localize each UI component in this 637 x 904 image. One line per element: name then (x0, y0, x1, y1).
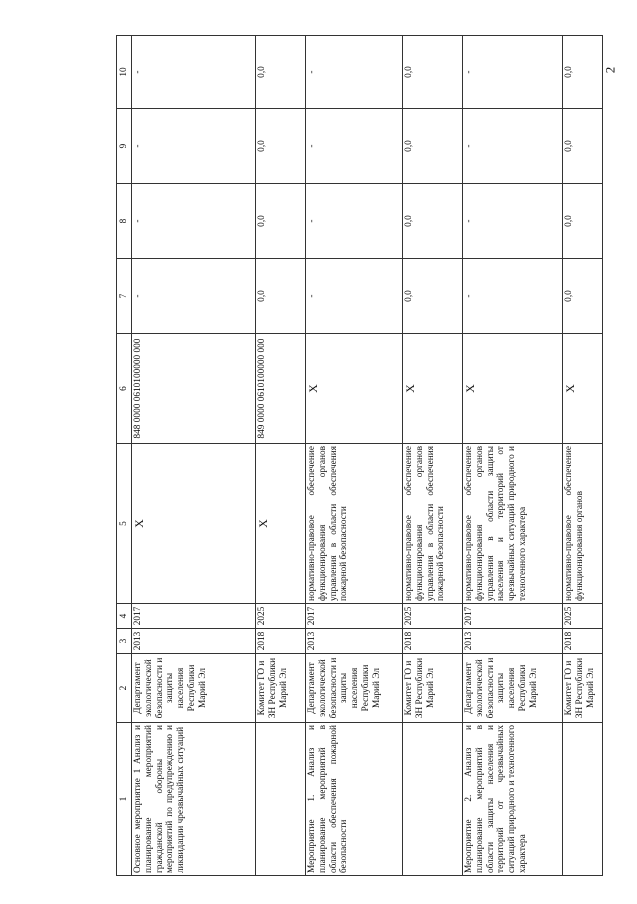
end-year-cell: 2025 (256, 604, 306, 629)
measure-name-cell: Мероприятие 1. Анализ и планирование мероприятий в области обеспечения пожарной безопасности (306, 723, 403, 876)
value-cell: 0,0 (403, 184, 463, 259)
executor-cell: Департамент экологической безопасности и защиты населения Республики Марий Эл (132, 654, 256, 723)
executor-cell: Комитет ГО и ЗН Республики Марий Эл (563, 654, 603, 723)
table-row (256, 36, 306, 876)
header-cell: 1 (117, 723, 132, 876)
value-cell: - (132, 259, 256, 334)
program-measures-table (116, 35, 603, 876)
header-cell: 4 (117, 604, 132, 629)
budget-code-cell: Х (306, 334, 403, 444)
start-year-cell: 2013 (132, 629, 256, 654)
start-year-cell: 2013 (463, 629, 563, 654)
start-year-cell: 2018 (563, 629, 603, 654)
value-cell: 0,0 (256, 109, 306, 184)
header-cell: 3 (117, 629, 132, 654)
budget-code-cell: Х (463, 334, 563, 444)
value-cell: - (306, 109, 403, 184)
value-cell: 0,0 (403, 109, 463, 184)
header-cell: 5 (117, 444, 132, 604)
value-cell: - (306, 259, 403, 334)
value-cell: - (463, 259, 563, 334)
start-year-cell: 2013 (306, 629, 403, 654)
executor-cell: Комитет ГО и ЗН Республики Марий Эл (403, 654, 463, 723)
value-cell: - (463, 109, 563, 184)
result-cell: нормативно-правовое обеспечение функционирования органов управления в области обеспечения пожарной безопасности (403, 444, 463, 604)
executor-cell: Департамент экологической безопасности и защиты населения Республики Марий Эл (306, 654, 403, 723)
end-year-cell: 2025 (563, 604, 603, 629)
value-cell: - (306, 36, 403, 109)
table-row (132, 36, 256, 876)
value-cell: - (463, 184, 563, 259)
value-cell: 0,0 (563, 36, 603, 109)
page-number: 2 (602, 66, 618, 74)
value-cell: 0,0 (403, 36, 463, 109)
result-cell: нормативно-правовое обеспечение функционирования органов (563, 444, 603, 604)
result-cell: Х (256, 444, 306, 604)
end-year-cell: 2017 (306, 604, 403, 629)
measure-name-cell (256, 723, 306, 876)
value-cell: 0,0 (403, 259, 463, 334)
header-cell: 10 (117, 36, 132, 109)
budget-code-cell: Х (403, 334, 463, 444)
budget-code-cell: 848 0000 0610100000 000 (132, 334, 256, 444)
table-row (463, 36, 563, 876)
value-cell: 0,0 (256, 36, 306, 109)
executor-cell: Комитет ГО и ЗН Республики Марий Эл (256, 654, 306, 723)
start-year-cell: 2018 (403, 629, 463, 654)
executor-cell: Департамент экологической безопасности и защиты населения Республики Марий Эл (463, 654, 563, 723)
end-year-cell: 2017 (463, 604, 563, 629)
header-cell: 8 (117, 184, 132, 259)
result-cell: нормативно-правовое обеспечение функционирования органов управления в области обеспечения пожарной безопасности (306, 444, 403, 604)
measure-name-cell: Мероприятие 2. Анализ и планирование мероприятий в области защиты населения и территорий от чрезвычайных ситуаций природного и техногенного характера (463, 723, 563, 876)
budget-code-cell: 849 0000 0610100000 000 (256, 334, 306, 444)
header-cell: 2 (117, 654, 132, 723)
end-year-cell: 2025 (403, 604, 463, 629)
measure-name-cell (403, 723, 463, 876)
table-row (563, 36, 603, 876)
value-cell: - (306, 184, 403, 259)
value-cell: - (132, 109, 256, 184)
value-cell: - (132, 36, 256, 109)
result-cell: нормативно-правовое обеспечение функционирования органов управления в области защиты населения и территорий от чрезвычайных ситуаций природного и техногенного характера (463, 444, 563, 604)
table-row (306, 36, 403, 876)
value-cell: 0,0 (256, 184, 306, 259)
header-cell: 9 (117, 109, 132, 184)
start-year-cell: 2018 (256, 629, 306, 654)
measure-name-cell (563, 723, 603, 876)
value-cell: 0,0 (563, 259, 603, 334)
result-cell: Х (132, 444, 256, 604)
value-cell: 0,0 (563, 184, 603, 259)
table-row (403, 36, 463, 876)
budget-code-cell: Х (563, 334, 603, 444)
measure-name-cell: Основное мероприятие 1 Анализ и планирование мероприятий гражданской обороны и мероприятий по предупреждению и ликвидации чрезвычайных ситуаций (132, 723, 256, 876)
value-cell: 0,0 (563, 109, 603, 184)
value-cell: - (132, 184, 256, 259)
header-cell: 7 (117, 259, 132, 334)
value-cell: - (463, 36, 563, 109)
header-cell: 6 (117, 334, 132, 444)
value-cell: 0,0 (256, 259, 306, 334)
table-header-row (117, 36, 132, 876)
end-year-cell: 2017 (132, 604, 256, 629)
